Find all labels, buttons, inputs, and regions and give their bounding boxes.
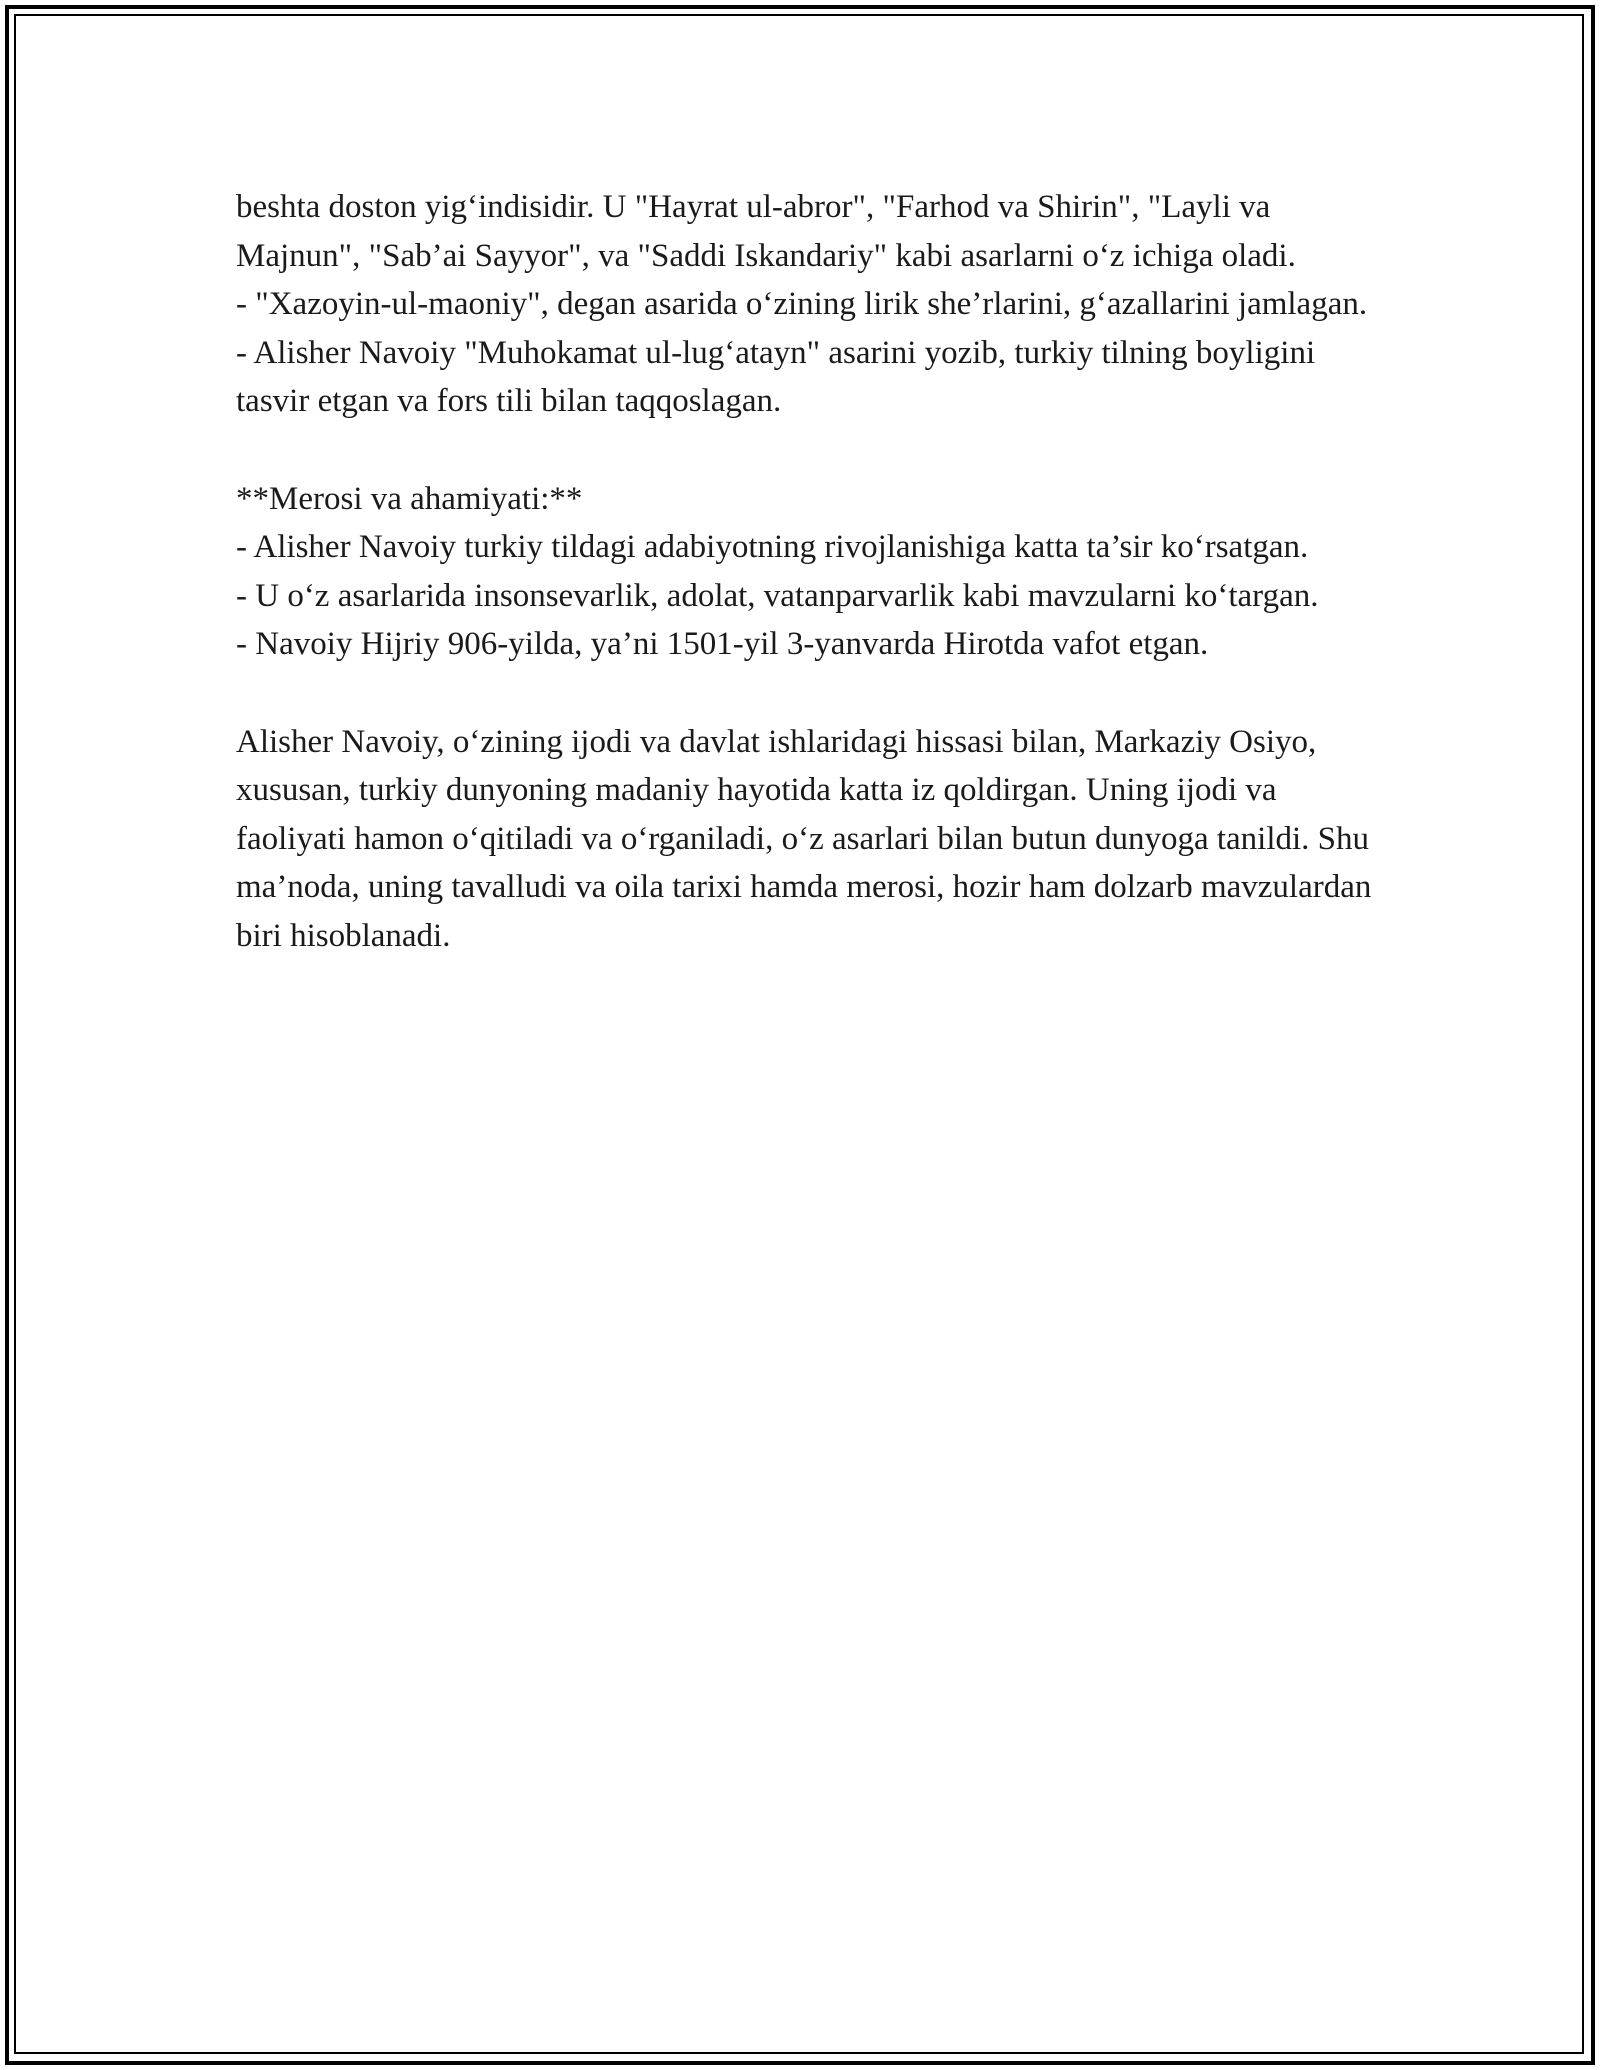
list-item-influence: - Alisher Navoiy turkiy tildagi adabiyotning rivojlanishiga katta ta’sir ko‘rsatgan.	[236, 529, 1309, 566]
paragraph-conclusion: Alisher Navoiy, o‘zining ijodi va davlat ishlaridagi hissasi bilan, Markaziy Osiyo, xususan, turkiy dunyoning madaniy hayotida katta iz qoldirgan. Uning ijodi va faoliyati hamon o‘qitiladi va o‘rganiladi, o‘z asarlari bilan butun dunyoga tanildi. Shu ma’noda, uning tavalludi va oila tarixi hamda merosi, hozir ham dolzarb mavzulardan biri hisoblanadi.	[236, 723, 1372, 954]
paragraph-gap	[236, 426, 1376, 475]
document-body	[236, 183, 1376, 961]
section-heading-legacy: **Merosi va ahamiyati:**	[236, 480, 583, 517]
paragraph-gap	[236, 669, 1376, 718]
paragraph-works-list: beshta doston yig‘indisidir. U "Hayrat ul-abror", "Farhod va Shirin", "Layli va Majnun", "Sab’ai Sayyor", va "Saddi Iskandariy" kabi asarlarni o‘z ichiga oladi.	[236, 189, 1296, 274]
list-item-xazoyin: - "Xazoyin-ul-maoniy", degan asarida o‘zining lirik she’rlarini, g‘azallarini jamlagan.	[236, 286, 1368, 323]
list-item-death: - Navoiy Hijriy 906-yilda, ya’ni 1501-yil 3-yanvarda Hirotda vafot etgan.	[236, 626, 1209, 663]
list-item-themes: - U o‘z asarlarida insonsevarlik, adolat, vatanparvarlik kabi mavzularni ko‘targan.	[236, 577, 1319, 614]
list-item-muhokamat: - Alisher Navoiy "Muhokamat ul-lug‘atayn" asarini yozib, turkiy tilning boyligini tasvir etgan va fors tili bilan taqqoslagan.	[236, 334, 1316, 420]
